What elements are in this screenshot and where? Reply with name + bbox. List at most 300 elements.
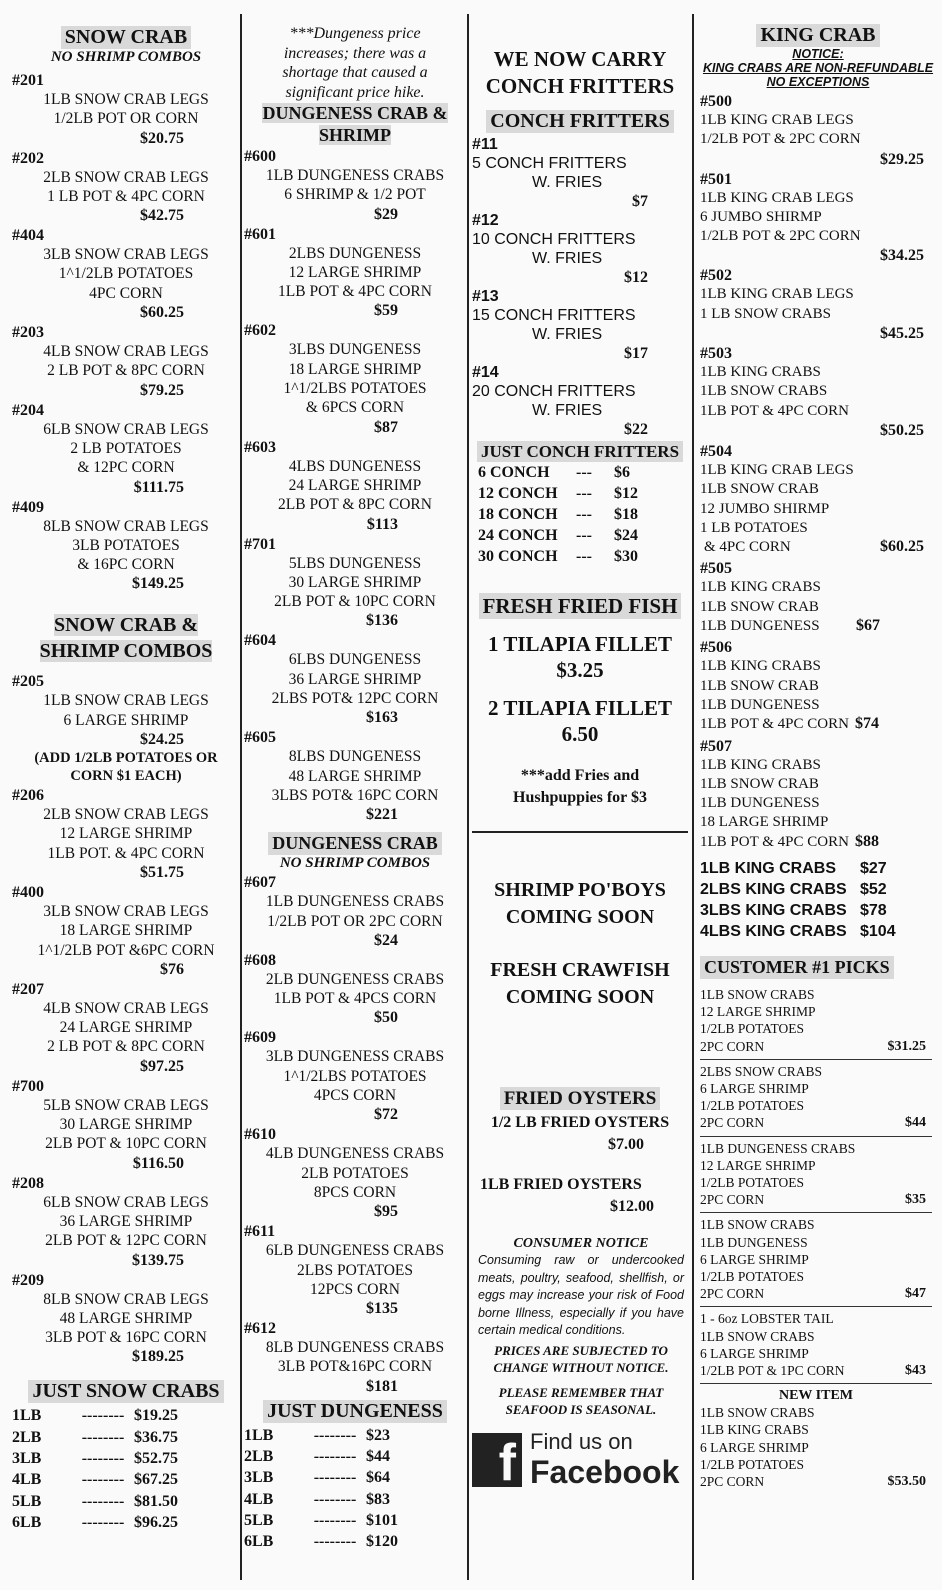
item-price: $20.75 (140, 129, 184, 147)
item-code: #204 (12, 401, 44, 419)
weight-label: 2LB (244, 1447, 274, 1465)
item-line: 6 LARGE SHRIMP (63, 711, 189, 729)
price-value: $96.25 (134, 1513, 178, 1531)
pick-item (700, 1307, 932, 1384)
item-line: 1LB KING CRAB LEGS (700, 189, 854, 206)
menu-item (12, 1175, 240, 1270)
quantity-label: 24 CONCH (478, 527, 558, 544)
item-price: $79.25 (140, 381, 184, 399)
item-price: $135 (366, 1300, 398, 1318)
item-line: 1/2LB POT & 1PC CORN (700, 1363, 845, 1379)
item-line: 6LB DUNGENESS CRABS (265, 1242, 445, 1260)
menu-item (244, 439, 466, 534)
menu-item (244, 1126, 466, 1221)
coming-soon-line: COMING SOON (505, 906, 655, 928)
item-line: 15 CONCH FRITTERS (472, 307, 636, 324)
item-price: $76 (160, 960, 184, 978)
item-line: 30 LARGE SHRIMP (59, 1116, 193, 1134)
item-line: 1LB DUNGENESS (700, 696, 820, 713)
menu-item (12, 1272, 240, 1367)
menu-item (244, 322, 466, 436)
dash-leader: -------- (313, 1426, 357, 1444)
item-line: 1^1/2LBS POTATOES (283, 1067, 427, 1085)
price-value: $12 (614, 485, 638, 502)
item-code: #503 (700, 345, 732, 363)
section-title-snow-shrimp: SNOW CRAB & SHRIMP COMBOS (39, 614, 213, 663)
item-line: 1LB DUNGENESS (700, 795, 820, 812)
item-line: 1LB DUNGENESS CRABS (265, 893, 445, 911)
coming-soon-poboys (472, 877, 688, 931)
consumer-notice (472, 1236, 688, 1418)
facebook-name: Facebook (530, 1453, 680, 1490)
column-king-crab (700, 8, 936, 1588)
item-line: 1/2LB POTATOES (700, 1021, 805, 1037)
king-crab-price-list (700, 858, 936, 942)
section-subtitle: NO SHRIMP COMBOS (279, 855, 431, 872)
item-line: 1/2LB POT & 2PC CORN (700, 131, 861, 148)
item-code: #608 (244, 951, 276, 969)
quantity-label: 18 CONCH (478, 506, 558, 523)
item-line: 6 LARGE SHRIMP (700, 1251, 809, 1267)
item-line: W. FRIES (532, 250, 603, 267)
coming-soon-line: FRESH CRAWFISH (490, 959, 670, 981)
item-code: #206 (12, 787, 44, 805)
price-row (244, 1467, 466, 1488)
item-line: & 16PC CORN (77, 556, 175, 574)
item-price: $42.75 (140, 207, 184, 225)
price-value: $81.50 (134, 1492, 178, 1510)
price-row (12, 1405, 240, 1426)
item-line: 5LBS DUNGENESS (288, 554, 422, 572)
dungeness-shrimp-list (244, 148, 466, 824)
quantity-label: 6 CONCH (478, 464, 550, 481)
item-code: #600 (244, 148, 276, 165)
dash-leader: -------- (313, 1511, 357, 1529)
menu-item (244, 148, 466, 224)
menu-item (472, 287, 688, 363)
dungeness-crab-list (244, 874, 466, 1395)
price-row (700, 921, 936, 942)
item-code: #502 (700, 267, 732, 285)
item-code: #13 (472, 288, 499, 305)
item-price: $136 (366, 612, 398, 630)
item-price: $24 (374, 931, 398, 949)
oyster-item (472, 1174, 688, 1218)
menu-item (472, 211, 688, 287)
item-line: 18 LARGE SHRIMP (59, 922, 193, 940)
menu-item (12, 499, 240, 594)
price-value: $104 (860, 923, 896, 941)
item-line: 1LB KING CRABS (700, 756, 821, 773)
item-line: 1LB SNOW CRAB (700, 598, 819, 615)
menu-item (12, 884, 240, 979)
menu-item (12, 402, 240, 497)
item-line: 2LBS POT& 12PC CORN (271, 690, 439, 708)
item-line: 30 LARGE SHRIMP (288, 573, 422, 591)
item-line: 1LB KING CRAB LEGS (700, 461, 854, 478)
item-code: #500 (700, 93, 732, 110)
oyster-name: 1LB FRIED OYSTERS (480, 1176, 642, 1193)
item-code: #11 (472, 136, 498, 153)
item-code: #612 (244, 1320, 276, 1338)
item-code: #602 (244, 322, 276, 340)
price-row (12, 1512, 240, 1533)
weight-label: 2LB (12, 1428, 42, 1446)
item-code: #205 (12, 673, 44, 691)
banner-line: WE NOW CARRY (493, 47, 667, 71)
menu-item (244, 632, 466, 727)
oyster-item (472, 1112, 688, 1156)
weight-label: 4LB (12, 1471, 42, 1489)
dash-leader: -------- (81, 1513, 125, 1531)
fish-add-on-note: ***add Fries and Hushpuppies for $3 (513, 767, 647, 806)
item-line: 6 LARGE SHRIMP (700, 1345, 809, 1361)
new-item-banner (472, 46, 688, 100)
item-line: 36 LARGE SHRIMP (59, 1212, 193, 1230)
item-line: 12PCS CORN (309, 1280, 401, 1298)
price-row (12, 1491, 240, 1512)
item-line: 8PCS CORN (313, 1183, 397, 1201)
price-row (244, 1489, 466, 1510)
menu-item (244, 952, 466, 1028)
item-code: #607 (244, 874, 276, 892)
item-line: 1 LB POT & 4PC CORN (47, 187, 205, 205)
menu-item (700, 171, 936, 266)
menu-item (12, 324, 240, 400)
price-row (700, 858, 936, 879)
facebook-find-text: Find us on (530, 1428, 633, 1454)
weight-label: 1LB (244, 1426, 274, 1444)
item-line: 24 LARGE SHRIMP (59, 1019, 193, 1037)
item-line: & 6PCS CORN (305, 399, 405, 417)
item-price: $60.25 (880, 538, 924, 556)
item-price: $189.25 (132, 1348, 184, 1366)
weight-label: 4LBS KING CRABS (700, 923, 847, 941)
coming-soon-line: SHRIMP PO'BOYS (494, 879, 666, 901)
section-subtitle: NO SHRIMP COMBOS (50, 49, 202, 65)
dash-leader: -------- (313, 1490, 357, 1508)
item-line: 6LB SNOW CRAB LEGS (43, 420, 209, 438)
weight-label: 3LBS KING CRABS (700, 902, 847, 920)
price-value: $101 (366, 1511, 398, 1529)
item-line: 1LB SNOW CRAB (700, 677, 819, 694)
item-line: 12 LARGE SHRIMP (700, 1004, 816, 1020)
item-code: #506 (700, 639, 732, 657)
item-line: 1LB KING CRABS (700, 1422, 809, 1438)
item-line: W. FRIES (532, 174, 603, 191)
weight-label: 1LB KING CRABS (700, 860, 837, 878)
weight-label: 3LB (244, 1469, 274, 1487)
item-line: 1^1/2LB POTATOES (58, 265, 194, 283)
price-value: $27 (860, 860, 887, 878)
notice-title: CONSUMER NOTICE (513, 1236, 649, 1251)
item-line: 2LBS SNOW CRABS (700, 1063, 823, 1079)
section-title-customer-picks: CUSTOMER #1 PICKS (700, 956, 894, 979)
item-code: #203 (12, 324, 44, 342)
pick-item (700, 1213, 932, 1307)
section-title-fried-oysters: FRIED OYSTERS (500, 1087, 661, 1110)
item-price: $44 (905, 1115, 926, 1131)
price-value: $6 (614, 464, 630, 481)
dungeness-price-notice: ***Dungeness price increases; there was a shortage that caused a significant price hike. (282, 25, 428, 101)
fish-price: 6.50 (561, 722, 599, 746)
weight-label: 3LB (12, 1449, 42, 1467)
price-row (472, 525, 688, 546)
item-code: #12 (472, 212, 499, 229)
item-price: $221 (366, 806, 398, 824)
price-value: $120 (366, 1533, 398, 1551)
menu-item (244, 1320, 466, 1396)
oyster-price: $12.00 (610, 1198, 654, 1215)
item-line: 1 LB SNOW CRABS (700, 305, 832, 322)
item-line: 8LB SNOW CRAB LEGS (43, 517, 209, 535)
item-price: $60.25 (140, 304, 184, 322)
menu-item (244, 1223, 466, 1318)
item-line: 5LB SNOW CRAB LEGS (43, 1096, 209, 1114)
menu-item (700, 93, 936, 169)
conch-fritters-list (472, 135, 688, 439)
item-line: 4LB SNOW CRAB LEGS (43, 343, 209, 361)
price-value: $78 (860, 902, 887, 920)
menu-item (12, 673, 240, 749)
section-title-just-conch: JUST CONCH FRITTERS (477, 441, 683, 462)
item-line: 2PC CORN (700, 1286, 765, 1302)
item-line: 1/2LB POT & 2PC CORN (700, 228, 861, 245)
item-line: 3LBS DUNGENESS (288, 341, 422, 359)
item-code: #601 (244, 225, 276, 243)
dash-leader: --- (576, 485, 592, 502)
price-row (700, 900, 936, 921)
price-value: $36.75 (134, 1428, 178, 1446)
item-code: #604 (244, 632, 276, 650)
item-line: 1/2LB POTATOES (700, 1456, 805, 1472)
item-line: 2LB POT & 10PC CORN (274, 593, 436, 611)
price-row (12, 1448, 240, 1469)
item-line: 2PC CORN (700, 1115, 765, 1131)
price-row (700, 879, 936, 900)
item-line: 2LB POT & 10PC CORN (45, 1135, 207, 1153)
item-line: 1/2LB POT OR CORN (53, 110, 199, 128)
weight-label: 6LB (244, 1533, 274, 1551)
price-row (472, 483, 688, 504)
section-divider (472, 831, 688, 833)
menu-item (244, 226, 466, 321)
item-line: 6 LARGE SHRIMP (700, 1439, 809, 1455)
item-line: 1LB KING CRABS (700, 364, 821, 381)
price-row (472, 546, 688, 567)
item-line: 4LB DUNGENESS CRABS (265, 1145, 445, 1163)
item-code: #700 (12, 1077, 44, 1095)
item-line: 6 JUMBO SHIRMP (700, 208, 822, 225)
item-line: 3LB SNOW CRAB LEGS (43, 246, 209, 264)
item-line: 1 LB POTATOES (700, 519, 808, 536)
item-price: $87 (374, 418, 398, 436)
item-line: 20 CONCH FRITTERS (472, 383, 636, 400)
item-line: 1LB POT & 4PC CORN (700, 716, 849, 733)
item-line: 3LB POT & 16PC CORN (45, 1329, 207, 1347)
item-line: & 4PC CORN (704, 539, 791, 556)
item-code: #404 (12, 227, 44, 245)
item-line: 1LB KING CRAB LEGS (700, 112, 854, 128)
new-item-title: NEW ITEM (778, 1388, 854, 1404)
pick-item (700, 1060, 932, 1137)
fish-item (472, 631, 688, 683)
item-price: $45.25 (880, 325, 924, 343)
just-conch-price-list (472, 462, 688, 567)
item-line: W. FRIES (532, 326, 603, 343)
item-price: $53.50 (887, 1474, 926, 1490)
item-line: 24 LARGE SHRIMP (288, 476, 422, 494)
price-value: $24 (614, 527, 638, 544)
dash-leader: --- (576, 527, 592, 544)
weight-label: 6LB (12, 1513, 42, 1531)
price-value: $30 (614, 548, 638, 565)
item-price: $29 (374, 205, 398, 223)
just-dungeness-price-list (244, 1425, 466, 1553)
item-price: $95 (374, 1203, 398, 1221)
item-price: $74 (854, 715, 879, 733)
price-row (472, 462, 688, 483)
section-title-just-dungeness: JUST DUNGENESS (263, 1400, 447, 1423)
item-price: $139.75 (132, 1251, 184, 1269)
weight-label: 1LB (12, 1407, 42, 1425)
item-code: #207 (12, 980, 44, 998)
menu-item (12, 1078, 240, 1173)
facebook-badge[interactable] (472, 1430, 688, 1490)
menu-item (12, 72, 240, 148)
price-value: $19.25 (134, 1407, 178, 1425)
item-line: 2LBS POTATOES (296, 1261, 414, 1279)
item-line: 6LB SNOW CRAB LEGS (43, 1193, 209, 1211)
item-line: 48 LARGE SHRIMP (59, 1309, 193, 1327)
item-price: $24.25 (140, 731, 184, 749)
item-price: $31.25 (887, 1038, 926, 1054)
notice-body: Consuming raw or undercooked meats, poultry, seafood, shellfish, or eggs may increase your risk of Food borne Illness, especially if you have certain medical conditions. (478, 1253, 684, 1337)
item-price: $67 (856, 617, 880, 635)
item-line: 1LB SNOW CRAB (700, 481, 819, 498)
item-line: 12 LARGE SHRIMP (288, 263, 422, 281)
item-line: 2LB POT & 8PC CORN (278, 496, 432, 514)
item-price: $113 (366, 515, 398, 533)
dash-leader: -------- (81, 1471, 125, 1489)
item-price: $7 (632, 193, 648, 210)
price-value: $83 (366, 1490, 390, 1508)
item-line: 2 LB POTATOES (70, 439, 182, 457)
item-line: 48 LARGE SHRIMP (288, 767, 422, 785)
column-divider (692, 14, 694, 1580)
column-divider (240, 14, 242, 1580)
item-line: 2LB POT & 12PC CORN (45, 1232, 207, 1250)
item-line: 1^1/2LBS POTATOES (283, 380, 427, 398)
king-crab-notice-title: NOTICE: (792, 47, 844, 61)
item-code: #208 (12, 1174, 44, 1192)
king-crab-list-inline (700, 443, 936, 852)
item-line: 1 - 6oz LOBSTER TAIL (700, 1311, 834, 1327)
item-line: 18 LARGE SHRIMP (288, 360, 422, 378)
price-value: $52 (860, 881, 887, 899)
fish-price: $3.25 (556, 658, 604, 682)
section-title-king-crab: KING CRAB (756, 24, 879, 47)
coming-soon-line: COMING SOON (505, 986, 655, 1008)
menu-item (244, 536, 466, 631)
pick-item (700, 1137, 932, 1214)
menu-item (472, 135, 688, 211)
price-row (244, 1510, 466, 1531)
price-row (12, 1427, 240, 1448)
item-line: 1LB KING CRABS (700, 579, 821, 596)
dash-leader: -------- (313, 1469, 357, 1487)
menu-item (12, 981, 240, 1076)
item-line: 3LBS POT& 16PC CORN (271, 786, 439, 804)
item-code: #610 (244, 1126, 276, 1144)
item-price: $181 (366, 1377, 398, 1395)
menu-item (700, 560, 936, 636)
oyster-name: 1/2 LB FRIED OYSTERS (490, 1114, 670, 1131)
item-line: 2LBS DUNGENESS (288, 244, 422, 262)
item-code: #605 (244, 729, 276, 747)
item-line: W. FRIES (532, 402, 603, 419)
item-line: 1LB DUNGENESS CRABS (265, 167, 445, 184)
dash-leader: --- (576, 548, 592, 565)
item-price: $34.25 (880, 247, 924, 265)
item-price: $72 (374, 1106, 398, 1124)
item-line: 6 SHRIMP & 1/2 POT (284, 186, 426, 204)
item-price: $116.50 (132, 1154, 184, 1172)
item-line: 2LB SNOW CRAB LEGS (43, 806, 209, 824)
section-title-conch-fritters: CONCH FRITTERS (486, 110, 673, 133)
item-line: 1LB SNOW CRAB (700, 775, 819, 792)
price-row (244, 1531, 466, 1552)
menu-item (472, 363, 688, 439)
menu-item (244, 1029, 466, 1124)
item-line: 1LB SNOW CRAB LEGS (43, 91, 209, 108)
item-line: 2PC CORN (700, 1474, 765, 1490)
king-crab-list (700, 93, 936, 440)
item-line: 12 JUMBO SHIRMP (700, 500, 830, 517)
item-line: 12 LARGE SHRIMP (59, 825, 193, 843)
quantity-label: 30 CONCH (478, 548, 558, 565)
dash-leader: -------- (81, 1449, 125, 1467)
weight-label: 2LBS KING CRABS (700, 881, 847, 899)
item-code: #501 (700, 170, 732, 188)
item-line: 18 LARGE SHRIMP (700, 814, 829, 831)
notice-seasonal: PLEASE REMEMBER THAT SEAFOOD IS SEASONAL. (498, 1384, 664, 1417)
item-price: $12 (624, 269, 648, 286)
item-line: 8LBS DUNGENESS (288, 748, 422, 766)
menu-item (700, 639, 936, 734)
item-line: 1LB POT & 4PCS CORN (273, 990, 437, 1008)
item-line: 1/2LB POTATOES (700, 1175, 805, 1191)
item-line: 1LB SNOW CRABS (700, 1405, 815, 1421)
just-snow-price-list (12, 1405, 240, 1533)
king-crab-notice: KING CRABS ARE NON-REFUNDABLE NO EXCEPTIONS (702, 61, 934, 89)
price-row (244, 1425, 466, 1446)
coming-soon-crawfish (472, 957, 688, 1011)
dash-leader: -------- (81, 1428, 125, 1446)
item-price: $22 (624, 421, 648, 438)
item-code: #611 (244, 1223, 276, 1241)
column-snow-crab (12, 8, 240, 1588)
dash-leader: --- (576, 506, 592, 523)
item-line: 1LB SNOW CRAB LEGS (43, 692, 209, 710)
dash-leader: -------- (81, 1492, 125, 1510)
menu-item (244, 874, 466, 950)
item-line: 1/2LB POTATOES (700, 1098, 805, 1114)
item-price: $50.25 (880, 421, 924, 439)
item-price: $51.75 (140, 863, 184, 881)
item-line: 2LB SNOW CRAB LEGS (43, 168, 209, 186)
price-row (244, 1446, 466, 1467)
